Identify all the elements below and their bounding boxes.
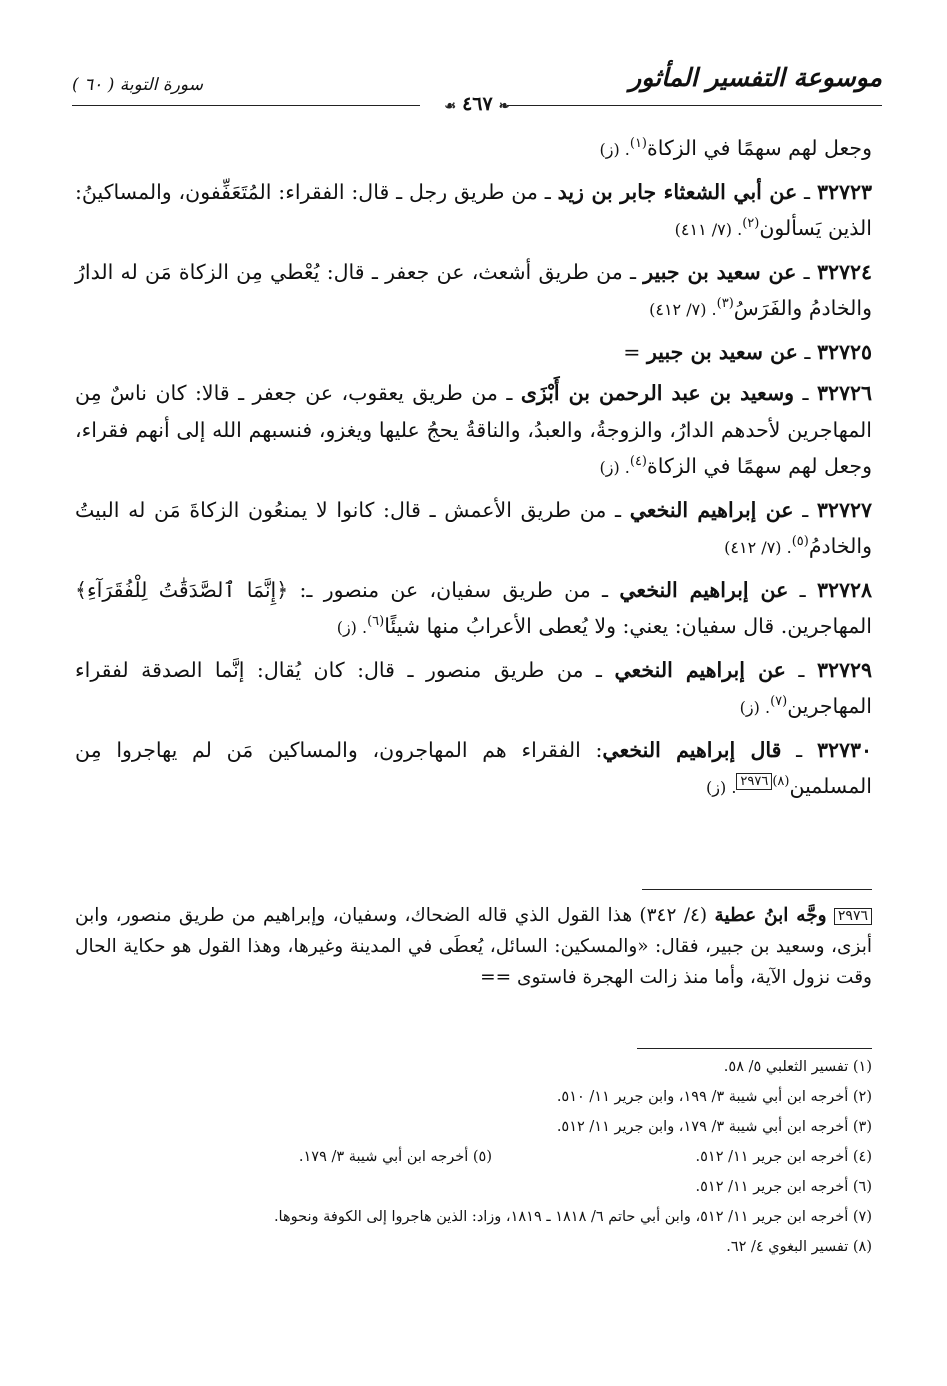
narration-number: ٣٢٧٢٥ xyxy=(816,339,872,364)
page-number-block xyxy=(72,93,882,115)
footnote-marker: (٨) xyxy=(772,774,790,790)
narration-number: ٣٢٧٣٠ xyxy=(816,737,872,762)
footnote-marker: (٧) xyxy=(770,694,788,710)
narration-paragraph: ٣٢٧٢٩ ـ عن إبراهيم النخعي ـ من طريق منصور ـ قال: كان يُقال: إنَّما الصدقة لفقراء المهاجرين$^{(٧)}$. (ز) xyxy=(75,657,872,718)
footnote-item: (٣) أخرجه ابن أبي شيبة ٣/ ١٧٩، وابن جرير ١١/ ٥١٢. xyxy=(556,1119,872,1135)
footnote-item: (٤) أخرجه ابن جرير ١١/ ٥١٢. xyxy=(695,1149,872,1165)
footnote-row xyxy=(72,1146,872,1176)
ornament-icon: ☙ xyxy=(444,99,457,114)
footnote-item: (٥) أخرجه ابن أبي شيبة ٣/ ١٧٩. xyxy=(298,1149,492,1165)
footnote-marker: (٣) xyxy=(716,296,734,312)
narration-number: ٣٢٧٢٩ xyxy=(816,657,872,682)
reference-tag: . (ز) xyxy=(739,698,771,717)
commentary-block xyxy=(75,900,872,993)
narrator-name: عن سعيد بن جبير xyxy=(643,259,797,284)
reference-tag: . (ز) xyxy=(599,140,630,159)
narration-paragraph: ٣٢٧٢٤ ـ عن سعيد بن جبير ـ من طريق أشعث، عن جعفر ـ قال: يُعْطي مِن الزكاة مَن له الدارُ والخادمُ والفَرَسُ$^{(٣)}$. (٧/ ٤١٢) xyxy=(75,259,872,320)
reference-tag: . (٧/ ٤١١) xyxy=(674,220,743,239)
footnote-item: (٦) أخرجه ابن جرير ١١/ ٥١٢. xyxy=(695,1179,872,1195)
footnote-marker: (٤) xyxy=(629,454,647,470)
footnote-marker: (١) xyxy=(629,136,647,152)
commentary-number-box: ٢٩٧٦ xyxy=(834,908,872,925)
narration-paragraph: ٣٢٧٢٣ ـ عن أبي الشعثاء جابر بن زيد ـ من طريق رجل ـ قال: الفقراء: المُتَعَفِّفون، والمساكينُ: الذين يَسألون$^{(٢)}$. (٧/ ٤١١) xyxy=(75,179,872,240)
narrator-name: عن إبراهيم النخعي xyxy=(614,657,786,682)
narration-paragraph: ٣٢٧٣٠ ـ قال إبراهيم النخعي: الفقراء هم المهاجرون، والمساكين مَن لم يهاجروا مِن المسلمين$^{(٨)}$٢٩٧٦. (ز) xyxy=(75,737,872,798)
commentary-text: (٤/ ٣٤٢) هذا القول الذي قاله الضحاك، وسفيان، وإبراهيم من طريق منصور، وابن أبزى، وسعيد بن جبير، فقال: «والمسكين: السائل، يُعطَى في المدينة وغيرها، وهذا القول هو حكاية الحال وقت نزول الآية، وأما منذ زالت الهجرة فاستوى == xyxy=(75,905,872,988)
narration-paragraph: ٣٢٧٢٥ ـ عن سعيد بن جبير = xyxy=(623,339,872,364)
footnote-item: (١) تفسير الثعلبي ٥/ ٥٨. xyxy=(723,1059,872,1075)
narrator-name: قال إبراهيم النخعي xyxy=(602,737,782,762)
footnote-item: (٨) تفسير البغوي ٤/ ٦٢. xyxy=(726,1239,872,1255)
page-number: ٤٦٧ xyxy=(462,93,493,115)
reference-tag: . (٧/ ٤١٢) xyxy=(649,300,717,319)
reference-tag: . (ز) xyxy=(706,778,737,797)
reference-tag: . (ز) xyxy=(336,618,368,637)
commentary-link-box[interactable]: ٢٩٧٦ xyxy=(736,773,772,790)
narrator-name: وسعيد بن عبد الرحمن بن أَبْزَى xyxy=(520,381,795,405)
reference-tag: . (٧/ ٤١٢) xyxy=(724,538,792,557)
main-text xyxy=(75,130,872,812)
header-rule xyxy=(72,105,420,106)
narration-number: ٣٢٧٢٤ xyxy=(816,259,872,284)
narrator-name: عن إبراهيم النخعي xyxy=(629,497,794,522)
reference-tag: . (ز) xyxy=(599,458,630,477)
footnote-marker: (٦) xyxy=(367,614,385,630)
narrator-name: عن إبراهيم النخعي xyxy=(619,577,789,602)
page-header xyxy=(72,55,882,115)
footnote-marker: (٢) xyxy=(742,216,760,232)
header-rule xyxy=(507,105,882,106)
narration-number: ٣٢٧٢٨ xyxy=(816,577,873,602)
surah-label: سورة التوبة ( ٦٠ ) xyxy=(72,75,203,95)
footnotes-separator xyxy=(637,1048,872,1049)
footnote-marker: (٥) xyxy=(791,534,809,550)
narration-paragraph: ٣٢٧٢٧ ـ عن إبراهيم النخعي ـ من طريق الأعمش ـ قال: كانوا لا يمنعُون الزكاةَ مَن له البيتُ والخادمُ$^{(٥)}$. (٧/ ٤١٢) xyxy=(75,497,872,558)
narrator-name: عن أبي الشعثاء جابر بن زيد xyxy=(557,179,798,204)
footnote-item: (٢) أخرجه ابن أبي شيبة ٣/ ١٩٩، وابن جرير ١١/ ٥١٠. xyxy=(556,1089,872,1105)
section-separator xyxy=(642,889,872,890)
narration-number: ٣٢٧٢٧ xyxy=(816,497,872,522)
narrator-name: عن سعيد بن جبير xyxy=(646,339,798,364)
narration-paragraph: ٣٢٧٢٦ ـ وسعيد بن عبد الرحمن بن أَبْزَى ـ من طريق يعقوب، عن جعفر ـ قالا: كان ناسٌ مِن المهاجرين لأحدهم الدارُ، والزوجةُ، والعبدُ، والناقةُ يحجُ عليها ويغزو، فنسبهم الله إلى أنهم فقراء، وجعل لهم سهمًا في الزكاة$^{(٤)}$. (ز) xyxy=(75,381,873,478)
narration-number: ٣٢٧٢٣ xyxy=(816,179,872,204)
book-title: موسوعة التفسير المأثور xyxy=(629,63,882,92)
commentary-author: وجَّه ابنُ عطية xyxy=(714,905,827,926)
footnotes xyxy=(72,1056,872,1266)
narration-paragraph: ٣٢٧٢٨ ـ عن إبراهيم النخعي ـ من طريق سفيان، عن منصور ـ: ﴿إِنَّمَا ٱلصَّدَقَٰتُ لِلْفُقَرَآءِ﴾ المهاجرين. قال سفيان: يعني: ولا يُعطى الأعرابُ منها شيئًا$^{(٦)}$. (ز) xyxy=(75,577,873,638)
footnote-item: (٧) أخرجه ابن جرير ١١/ ٥١٢، وابن أبي حاتم ٦/ ١٨١٨ ـ ١٨١٩، وزاد: الذين هاجروا إلى الكوفة ونحوها. xyxy=(273,1209,872,1225)
narration-paragraph: وجعل لهم سهمًا في الزكاة$^{(١)}$. (ز) xyxy=(599,136,872,160)
ornament-icon: ❧ xyxy=(498,99,510,114)
narration-number: ٣٢٧٢٦ xyxy=(816,381,873,405)
